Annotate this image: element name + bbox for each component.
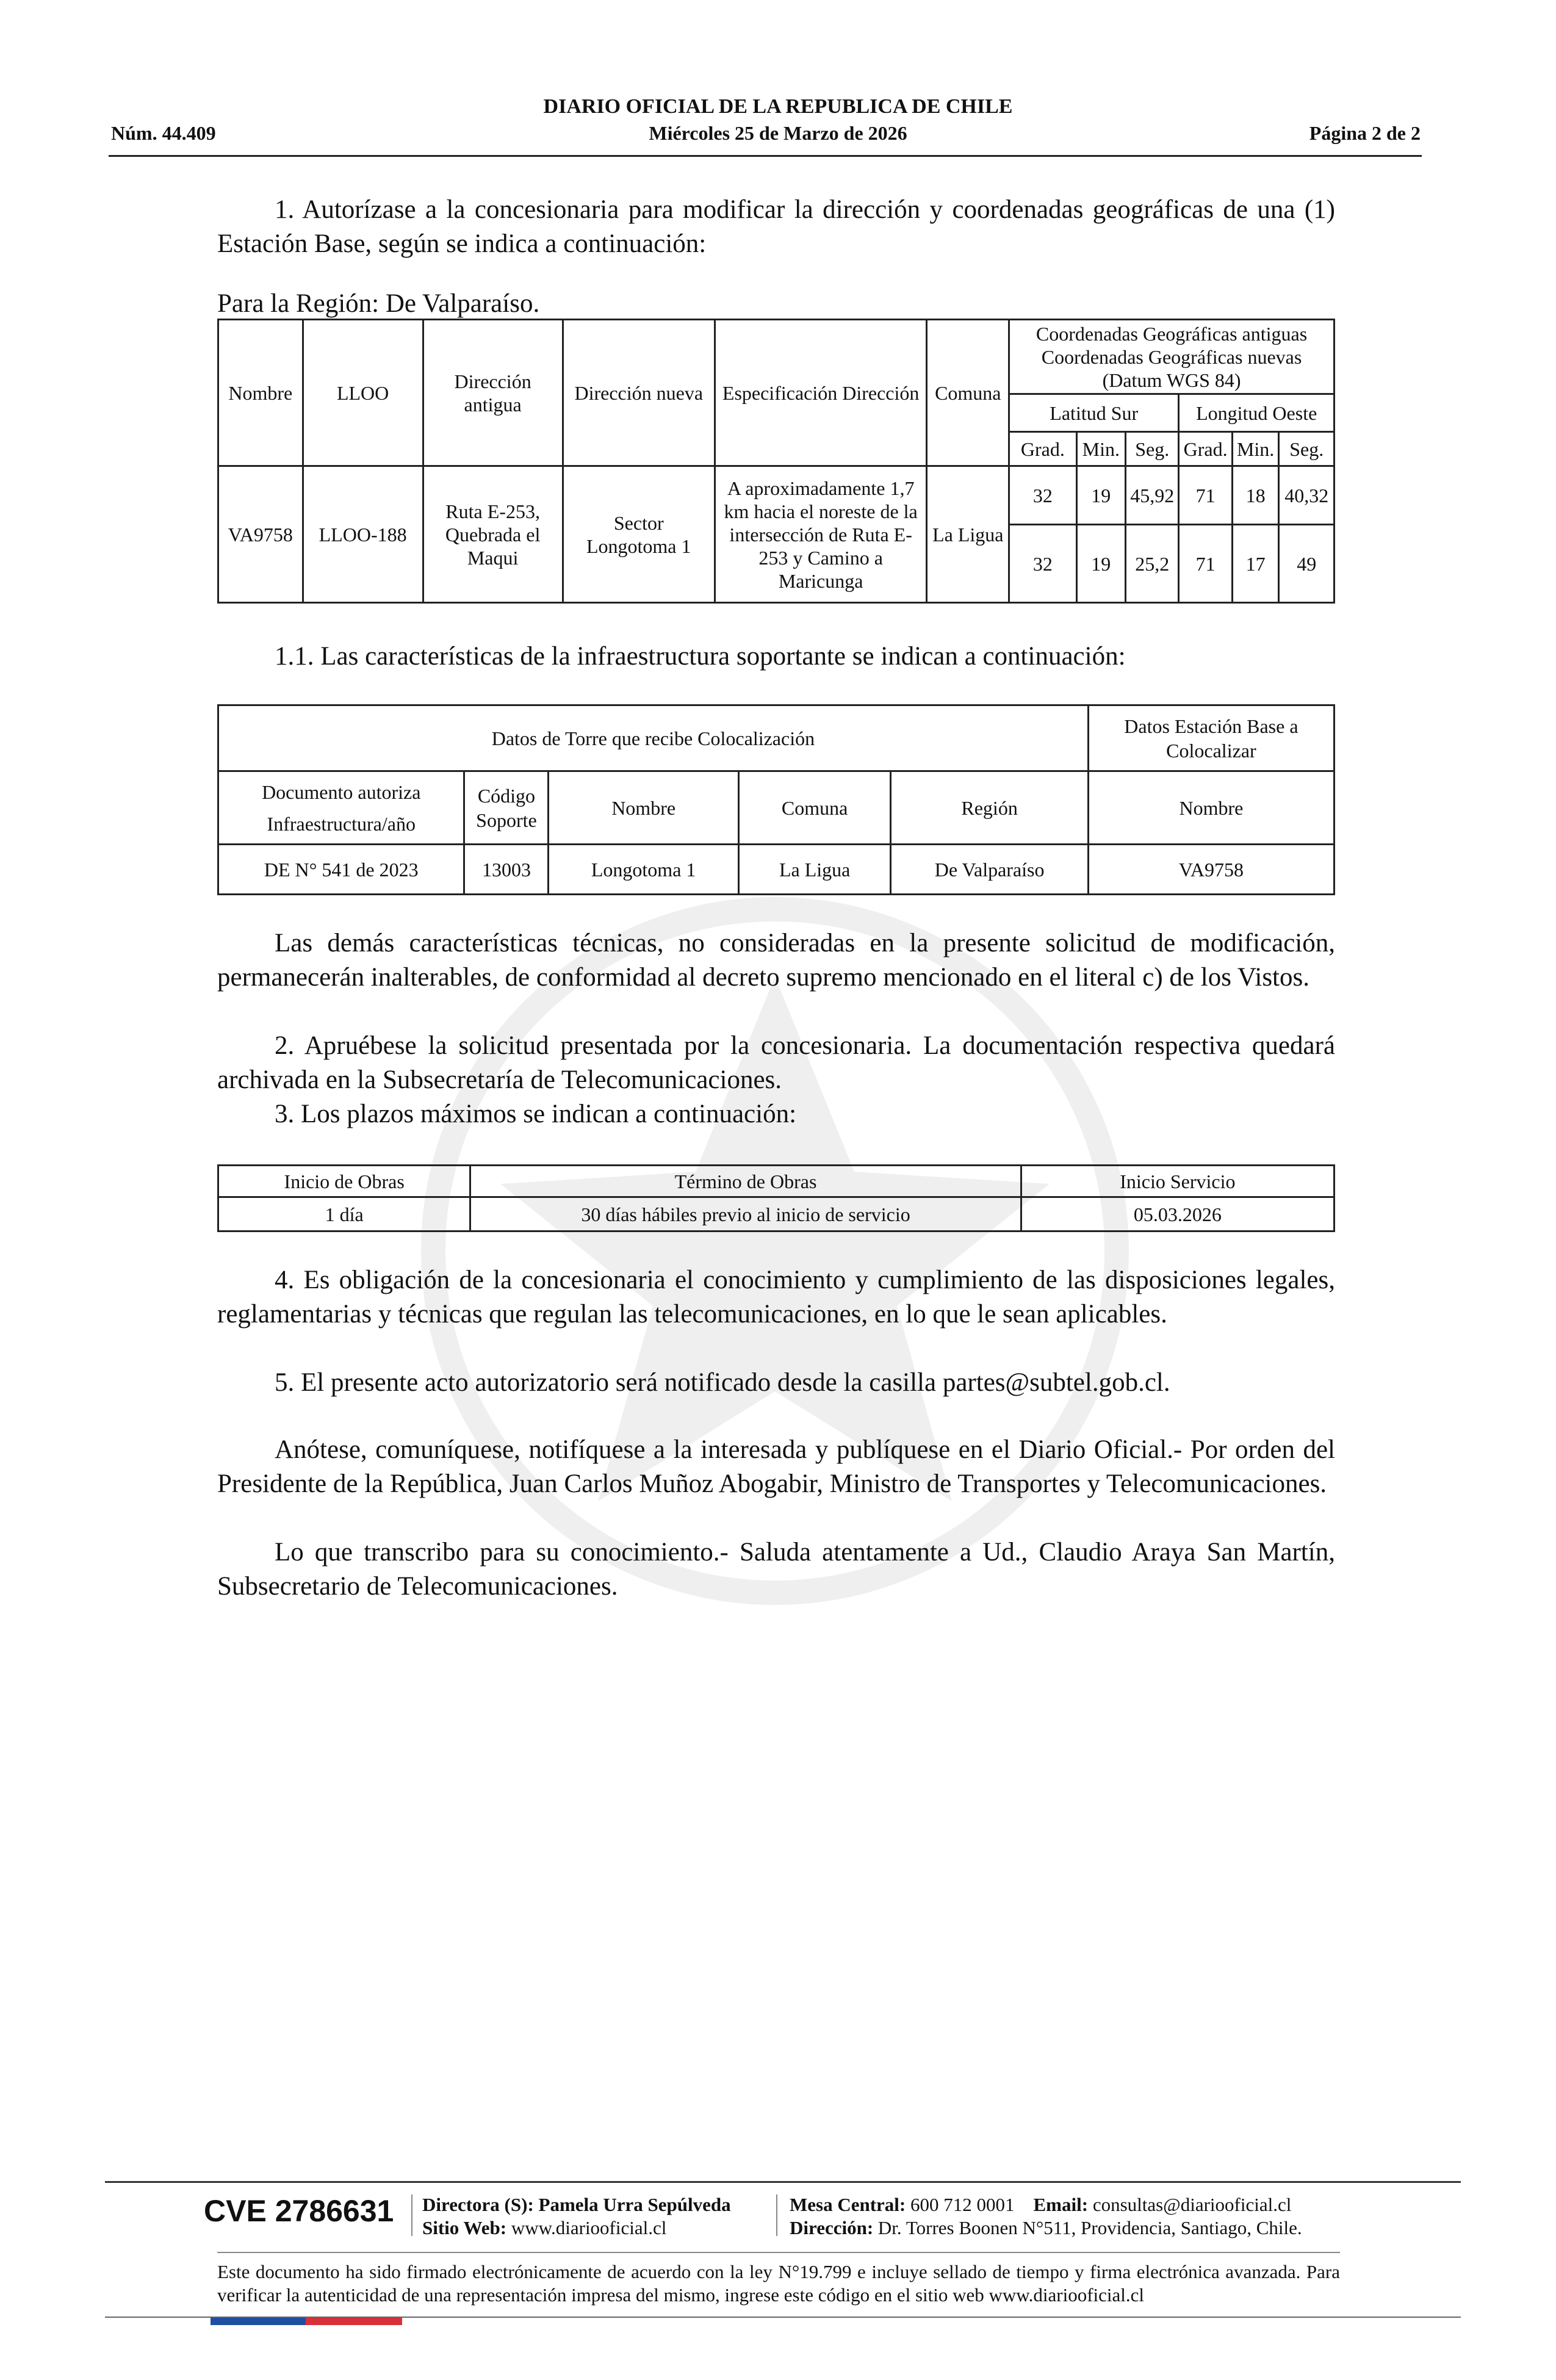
- paragraph-demas: Las demás características técnicas, no consideradas en la presente solicitud de modificación, permanecerán inalterables, de conformidad al decreto supremo mencionado en el literal c) de los Vistos.: [217, 929, 1335, 992]
- header-comuna: Comuna: [927, 320, 1009, 466]
- cell-termino-obras: 30 días hábiles previo al inicio de servicio: [470, 1197, 1021, 1231]
- cve-code: CVE 2786631: [204, 2194, 394, 2228]
- footer-separator-2: [776, 2194, 777, 2236]
- cell-old-lat-seg: 45,92: [1125, 466, 1178, 525]
- paragraph-transcribo: Lo que transcribo para su conocimiento.- Saluda atentamente a Ud., Claudio Araya San Martín, Subsecretario de Telecomunicaciones.: [217, 1538, 1335, 1601]
- header-lloo: LLOO: [303, 320, 423, 466]
- mesa-phone: 600 712 0001: [910, 2194, 1015, 2215]
- station-table: [217, 319, 1335, 604]
- direccion-value: Dr. Torres Boonen N°511, Providencia, Santiago, Chile.: [877, 2217, 1302, 2238]
- cell-documento: DE N° 541 de 2023: [218, 845, 464, 895]
- header-nombre-estacion: Nombre: [1088, 771, 1334, 845]
- paragraph-5: 5. El presente acto autorizatorio será notificado desde la casilla partes@subtel.gob.cl.: [275, 1368, 1170, 1397]
- cell-old-lon-seg: 40,32: [1279, 466, 1334, 525]
- sitio-label: Sitio Web:: [422, 2217, 507, 2238]
- cell-new-lat-seg: 25,2: [1125, 525, 1178, 603]
- header-inicio-servicio: Inicio Servicio: [1021, 1166, 1334, 1197]
- cell-comuna-torre: La Ligua: [738, 845, 891, 895]
- header-documento: Documento autoriza Infraestructura/año: [218, 771, 464, 845]
- paragraph-4: 4. Es obligación de la concesionaria el conocimiento y cumplimiento de las disposiciones legales, reglamentarias y técnicas que regulan las telecomunicaciones, en lo que le sean aplicables.: [217, 1266, 1335, 1329]
- paragraph-1-1: 1.1. Las características de la infraestructura soportante se indican a continuación:: [275, 642, 1126, 671]
- paragraph-anotese: Anótese, comuníquese, notifíquese a la interesada y publíquese en el Diario Oficial.- Por orden del Presidente de la República, Juan Carlos Muñoz Abogabir, Ministro de Transportes y Telecomunicaciones.: [217, 1435, 1335, 1498]
- header-especificacion: Especificación Dirección: [715, 320, 927, 466]
- footer-divider-mid: [217, 2252, 1340, 2253]
- cell-especificacion: A aproximadamente 1,7 km hacia el noreste de la intersección de Ruta E-253 y Camino a Maricunga: [715, 466, 927, 603]
- cell-new-lon-grad: 71: [1179, 525, 1232, 603]
- header-comuna-torre: Comuna: [738, 771, 891, 845]
- header-latitud: Latitud Sur: [1009, 394, 1179, 432]
- paragraph-1: 1. Autorízase a la concesionaria para modificar la dirección y coordenadas geográficas de una (1) Estación Base, según se indica a continuación:: [217, 195, 1335, 258]
- cell-region-torre: De Valparaíso: [891, 845, 1088, 895]
- cell-old-lat-grad: 32: [1009, 466, 1077, 525]
- gazette-title: DIARIO OFICIAL DE LA REPUBLICA DE CHILE: [543, 95, 1013, 118]
- flag-bar-blue: [211, 2318, 306, 2325]
- header-nombre: Nombre: [218, 320, 303, 466]
- directora-label: Directora (S):: [422, 2194, 534, 2215]
- paragraph-2: 2. Apruébese la solicitud presentada por la concesionaria. La documentación respectiva quedará archivada en la Subsecretaría de Telecomunicaciones.: [217, 1031, 1335, 1094]
- header-inicio-obras: Inicio de Obras: [218, 1166, 470, 1197]
- infrastructure-table: [217, 704, 1335, 895]
- header-lat-min: Min.: [1076, 432, 1125, 466]
- header-lon-min: Min.: [1232, 432, 1279, 466]
- header-direccion-antigua: Dirección antigua: [423, 320, 563, 466]
- header-datos-torre: Datos de Torre que recibe Colocalización: [218, 705, 1089, 771]
- header-datos-estacion: Datos Estación Base a Colocalizar: [1088, 705, 1334, 771]
- page-indicator: Página 2 de 2: [1309, 122, 1421, 144]
- header-codigo: Código Soporte: [464, 771, 549, 845]
- region-line: Para la Región: De Valparaíso.: [217, 289, 540, 318]
- directora-name: Pamela Urra Sepúlveda: [538, 2194, 731, 2215]
- cell-inicio-obras: 1 día: [218, 1197, 470, 1231]
- footer-legal-notice: Este documento ha sido firmado electrónicamente de acuerdo con la ley N°19.799 e incluye sellado de tiempo y firma electrónica avanzada. Para verificar la autenticidad de una representación impresa del mismo, ingrese este código en el sitio web www.diariooficial.cl: [217, 2261, 1340, 2306]
- header-direccion-nueva: Dirección nueva: [563, 320, 715, 466]
- cell-inicio-servicio: 05.03.2026: [1021, 1197, 1334, 1231]
- header-lon-seg: Seg.: [1279, 432, 1334, 466]
- direccion-label: Dirección:: [790, 2217, 874, 2238]
- cell-nombre-torre: Longotoma 1: [549, 845, 738, 895]
- deadlines-table: [217, 1164, 1335, 1232]
- footer-divider-top: [105, 2181, 1461, 2183]
- header-divider: [109, 155, 1422, 157]
- cell-new-lat-grad: 32: [1009, 525, 1077, 603]
- header-region-torre: Región: [891, 771, 1088, 845]
- cell-new-lon-min: 17: [1232, 525, 1279, 603]
- header-coordenadas: Coordenadas Geográficas antiguas Coordenadas Geográficas nuevas (Datum WGS 84): [1009, 320, 1334, 394]
- header-longitud: Longitud Oeste: [1179, 394, 1334, 432]
- footer-directora: [422, 2193, 731, 2216]
- cell-nombre: VA9758: [218, 466, 303, 603]
- email-address[interactable]: consultas@diariooficial.cl: [1092, 2194, 1292, 2215]
- header-lon-grad: Grad.: [1179, 432, 1232, 466]
- footer-direccion: [790, 2216, 1302, 2240]
- cell-comuna: La Ligua: [927, 466, 1009, 603]
- sitio-url[interactable]: www.diariooficial.cl: [511, 2217, 667, 2238]
- paragraph-3: 3. Los plazos máximos se indican a continuación:: [275, 1100, 797, 1128]
- mesa-label: Mesa Central:: [790, 2194, 906, 2215]
- flag-bar-red: [306, 2318, 402, 2325]
- cell-new-lon-seg: 49: [1279, 525, 1334, 603]
- issue-date: Miércoles 25 de Marzo de 2026: [649, 122, 907, 144]
- header-termino-obras: Término de Obras: [470, 1166, 1021, 1197]
- cell-new-lat-min: 19: [1076, 525, 1125, 603]
- cell-direccion-nueva: Sector Longotoma 1: [563, 466, 715, 603]
- cell-old-lat-min: 19: [1076, 466, 1125, 525]
- header-lat-seg: Seg.: [1125, 432, 1178, 466]
- issue-number: Núm. 44.409: [111, 122, 216, 144]
- cell-old-lon-min: 18: [1232, 466, 1279, 525]
- footer-sitio: [422, 2216, 666, 2240]
- cell-codigo: 13003: [464, 845, 549, 895]
- footer-mesa: [790, 2193, 1291, 2216]
- cell-nombre-estacion: VA9758: [1088, 845, 1334, 895]
- cell-lloo: LLOO-188: [303, 466, 423, 603]
- email-label: Email:: [1033, 2194, 1089, 2215]
- footer-separator-1: [411, 2194, 412, 2236]
- cell-direccion-antigua: Ruta E-253, Quebrada el Maqui: [423, 466, 563, 603]
- header-nombre-torre: Nombre: [549, 771, 738, 845]
- cell-old-lon-grad: 71: [1179, 466, 1232, 525]
- header-lat-grad: Grad.: [1009, 432, 1077, 466]
